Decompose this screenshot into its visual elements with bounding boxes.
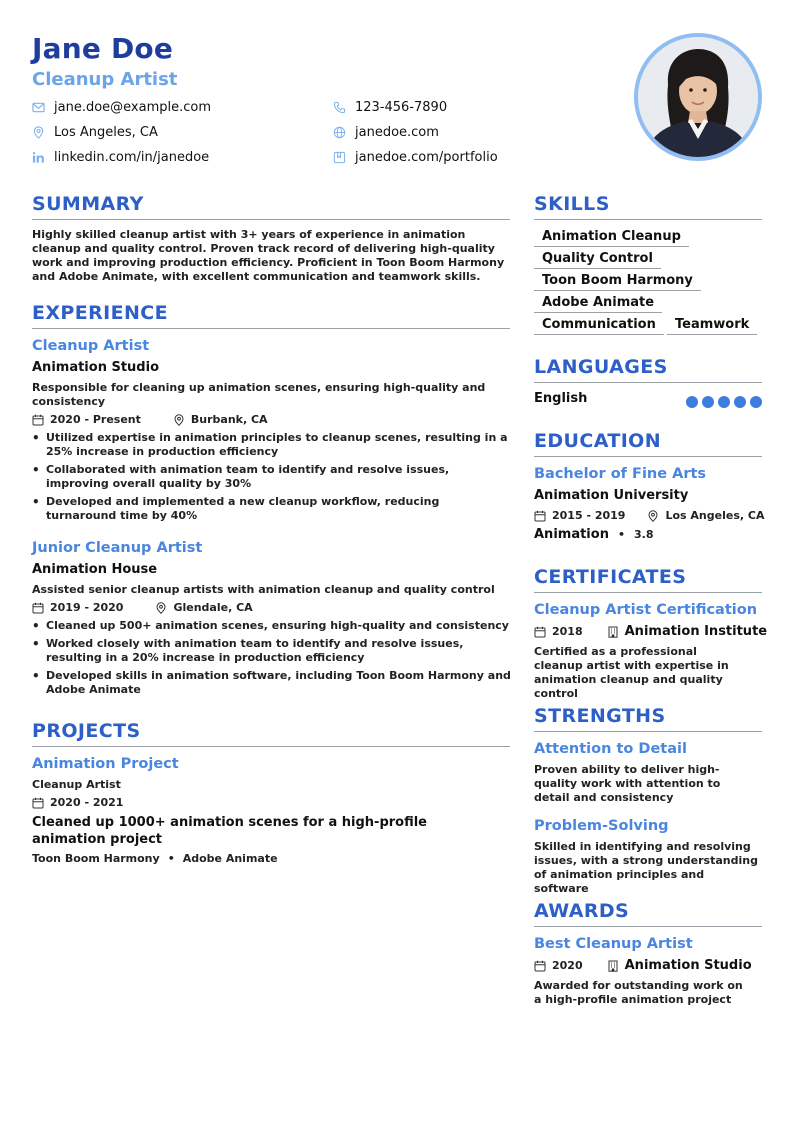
awards-divider	[534, 926, 762, 927]
proficiency-dot	[750, 396, 762, 408]
contact-portfolio-text: janedoe.com/portfolio	[355, 150, 498, 165]
award-year: 2020	[552, 959, 583, 972]
project-role: Cleanup Artist	[32, 778, 121, 791]
job-bullet: • Worked closely with animation team to identify and resolve issues, resulting in a 20% increase in production efficiency	[32, 637, 512, 665]
strengths-divider	[534, 731, 762, 732]
certificate-issuer: Animation Institute	[624, 624, 768, 639]
proficiency-dot	[686, 396, 698, 408]
education-dates: 2015 - 2019	[552, 509, 626, 522]
job-dates: 2020 - Present	[50, 413, 141, 426]
job-company: Animation House	[32, 562, 158, 577]
education-degree: Bachelor of Fine Arts	[534, 466, 707, 482]
building-icon	[607, 626, 619, 638]
job-company: Animation Studio	[32, 360, 159, 375]
education-meta	[534, 509, 764, 522]
certificates-divider	[534, 592, 762, 593]
languages-divider	[534, 382, 762, 383]
strength-description: Proven ability to deliver high-quality work with attention to detail and consistency	[534, 763, 721, 804]
strength-description: Skilled in identifying and resolving issues, with a strong understanding of animation principles and software	[534, 840, 758, 895]
skill-chip: Animation Cleanup	[534, 228, 689, 247]
education-field: Animation	[534, 527, 609, 542]
field-separator: •	[617, 528, 625, 541]
project-description: Cleaned up 1000+ animation scenes for a high-profile animation project	[32, 815, 428, 847]
certificate-year: 2018	[552, 625, 583, 638]
calendar-icon	[32, 414, 44, 426]
projects-heading: PROJECTS	[32, 720, 141, 742]
contact-phone-text: 123-456-7890	[355, 100, 448, 115]
job-bullets	[32, 619, 512, 701]
envelope-icon	[32, 101, 45, 114]
skills-heading: SKILLS	[534, 193, 610, 215]
contact-portfolio[interactable]	[333, 150, 498, 165]
experience-heading: EXPERIENCE	[32, 302, 169, 324]
map-pin-icon	[173, 414, 185, 426]
calendar-icon	[32, 797, 44, 809]
certificate-name: Cleanup Artist Certification	[534, 602, 758, 618]
skills-divider	[534, 219, 762, 220]
education-divider	[534, 456, 762, 457]
job-meta	[32, 413, 268, 426]
project-tool: Adobe Animate	[182, 852, 278, 865]
skill-chip: Adobe Animate	[534, 294, 662, 313]
summary-heading: SUMMARY	[32, 193, 144, 215]
job-location: Glendale, CA	[173, 601, 253, 614]
skill-chip: Quality Control	[534, 250, 661, 269]
award-meta	[534, 958, 752, 973]
education-location: Los Angeles, CA	[665, 509, 765, 522]
strength-title: Problem-Solving	[534, 818, 669, 834]
bookmark-icon	[333, 151, 346, 164]
project-tool: Toon Boom Harmony	[32, 852, 160, 865]
award-description: Awarded for outstanding work on a high-profile animation project	[534, 979, 743, 1006]
language-name: English	[534, 391, 588, 406]
phone-icon	[333, 101, 346, 114]
contact-email[interactable]	[32, 100, 211, 115]
job-dates: 2019 - 2020	[50, 601, 124, 614]
job-bullet: • Developed skills in animation software, including Toon Boom Harmony and Adobe Animate	[32, 669, 512, 697]
job-location: Burbank, CA	[190, 413, 268, 426]
contact-email-text: jane.doe@example.com	[54, 100, 212, 115]
job-meta	[32, 601, 253, 614]
job-description: Responsible for cleaning up animation scenes, ensuring high-quality and consistency	[32, 381, 486, 408]
job-bullet: • Developed and implemented a new cleanup workflow, reducing turnaround time by 40%	[32, 495, 512, 523]
map-pin-icon	[647, 510, 659, 522]
tool-separator: •	[167, 852, 175, 865]
job-bullets	[32, 431, 512, 527]
skill-chip: Teamwork	[667, 316, 757, 335]
job-title: Cleanup Artist	[32, 338, 150, 354]
contact-phone[interactable]	[333, 100, 447, 115]
skill-chip: Communication	[534, 316, 664, 335]
proficiency-dot	[718, 396, 730, 408]
proficiency-dot	[702, 396, 714, 408]
education-school: Animation University	[534, 488, 689, 503]
certificate-description: Certified as a professional cleanup artist with expertise in animation cleanup and quality control	[534, 645, 729, 700]
awards-heading: AWARDS	[534, 900, 630, 922]
contact-linkedin[interactable]	[32, 150, 209, 165]
calendar-icon	[534, 510, 546, 522]
experience-divider	[32, 328, 510, 329]
contact-location-text: Los Angeles, CA	[54, 125, 158, 140]
job-bullet: • Collaborated with animation team to identify and resolve issues, improving overall quality by 30%	[32, 463, 512, 491]
calendar-icon	[534, 626, 546, 638]
profile-photo	[634, 33, 762, 161]
contact-location	[32, 125, 158, 140]
calendar-icon	[32, 602, 44, 614]
summary-divider	[32, 219, 510, 220]
project-dates: 2020 - 2021	[50, 796, 124, 809]
strengths-heading: STRENGTHS	[534, 705, 666, 727]
job-title: Junior Cleanup Artist	[32, 540, 203, 556]
candidate-role: Cleanup Artist	[32, 69, 178, 90]
award-name: Best Cleanup Artist	[534, 936, 693, 952]
contact-linkedin-text: linkedin.com/in/janedoe	[54, 150, 210, 165]
linkedin-icon	[32, 151, 45, 164]
calendar-icon	[534, 960, 546, 972]
strength-title: Attention to Detail	[534, 741, 687, 757]
building-icon	[607, 960, 619, 972]
projects-divider	[32, 746, 510, 747]
project-title: Animation Project	[32, 756, 179, 772]
job-bullet: • Utilized expertise in animation principles to cleanup scenes, resulting in a 25% increase in production efficiency	[32, 431, 512, 459]
certificate-meta	[534, 624, 767, 639]
map-pin-icon	[32, 126, 45, 139]
summary-text: Highly skilled cleanup artist with 3+ years of experience in animation cleanup and quality control. Proven track record of delivering high-quality work and improving production efficiency. Proficient in Toon Boom Harmony and Adobe Animate, with excellent communication and teamwork skills.	[32, 228, 505, 283]
skill-chip: Toon Boom Harmony	[534, 272, 701, 291]
globe-icon	[333, 126, 346, 139]
languages-heading: LANGUAGES	[534, 356, 668, 378]
project-tools	[32, 852, 278, 865]
contact-website[interactable]	[333, 125, 439, 140]
contact-website-text: janedoe.com	[355, 125, 439, 140]
education-field-row	[534, 527, 653, 542]
candidate-name: Jane Doe	[32, 32, 174, 65]
job-bullet: • Cleaned up 500+ animation scenes, ensuring high-quality and consistency	[32, 619, 512, 633]
education-gpa: 3.8	[633, 528, 654, 541]
project-meta	[32, 796, 123, 809]
map-pin-icon	[155, 602, 167, 614]
job-description: Assisted senior cleanup artists with animation cleanup and quality control	[32, 583, 495, 596]
certificates-heading: CERTIFICATES	[534, 566, 687, 588]
award-issuer: Animation Studio	[624, 958, 752, 973]
education-heading: EDUCATION	[534, 430, 662, 452]
proficiency-dot	[734, 396, 746, 408]
